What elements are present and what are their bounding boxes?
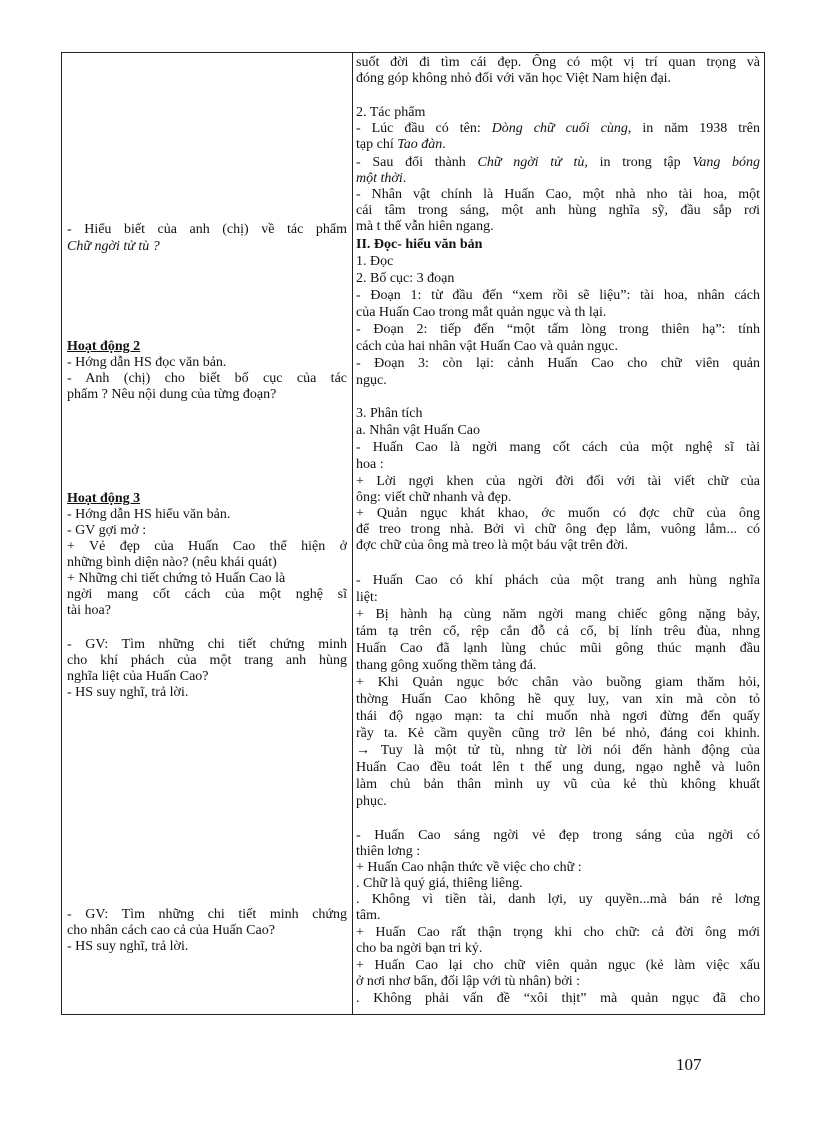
column-divider — [352, 53, 353, 1014]
analysis-line: - Huấn Cao là ngời mang cốt cách của một nghệ sĩ tài — [356, 440, 760, 455]
character-line: + Huấn Cao lại cho chữ viên quản ngục (kẻ làm việc xấu — [356, 958, 760, 973]
activity-3-heading: Hoạt động 3 — [67, 491, 141, 506]
courage-line: thờng Huấn Cao không hề quỵ luỵ, van xin mà còn tỏ — [356, 692, 760, 707]
gv-question-line: nghĩa liệt của Huấn Cao? — [67, 669, 209, 684]
works-line: tạp chí Tao đàn. — [356, 137, 446, 152]
character-line: . Không vì tiền tài, danh lợi, uy quyền...mà bán rẻ lơng — [356, 892, 760, 907]
lesson-table — [61, 52, 765, 1015]
reading-line: - Đoạn 2: tiếp đến “một tấm lòng trong thiên hạ”: tính — [356, 322, 760, 337]
courage-line: rầy ta. Kẻ cầm quyền cũng trở lên bé nhỏ, đáng coi khinh. — [356, 726, 760, 741]
activity-2-line: phẩm ? Nêu nội dung của từng đoạn? — [67, 387, 277, 402]
gv-question-line: - HS suy nghĩ, trả lời. — [67, 939, 189, 954]
reading-line: cách của hai nhân vật Huấn Cao và quản ngục. — [356, 339, 619, 354]
activity-3-line: tài hoa? — [67, 603, 111, 618]
reading-line: 1. Đọc — [356, 254, 394, 269]
works-line: - Sau đổi thành Chữ ngời tử tù, in trong tập Vang bóng — [356, 155, 760, 170]
reading-line: - Đoạn 1: từ đầu đến “xem rồi sẽ liệu”: tài hoa, nhân cách — [356, 288, 760, 303]
activity-2-line: - Hớng dẫn HS đọc văn bản. — [67, 355, 227, 370]
gv-question-line: - HS suy nghĩ, trả lời. — [67, 685, 189, 700]
reading-line: 2. Bố cục: 3 đoạn — [356, 271, 455, 286]
activity-3-line: - GV gợi mở : — [67, 523, 147, 538]
teacher-activity-column — [67, 53, 347, 1014]
analysis-line: để treo trong nhà. Bởi vì chữ ông đẹp lắm, vuông lắm... có — [356, 522, 760, 537]
works-line: mà t thế vẫn hiên ngang. — [356, 219, 494, 234]
conclusion-line: → Tuy là một tử tù, nhng từ lời nói đến hành động của — [356, 743, 760, 758]
analysis-line: a. Nhân vật Huấn Cao — [356, 423, 481, 438]
conclusion-line: làm chủ bản thân mình uy vũ của kẻ thù không khuất — [356, 777, 760, 792]
character-line: + Huấn Cao rất thận trọng khi cho chữ: cả đời ông mới — [356, 925, 760, 940]
conclusion-line: Huấn Cao đều toát lên t thế ung dung, ngạo nghễ và luôn — [356, 760, 760, 775]
question-work-line: Chữ ngời tử tù ? — [67, 239, 160, 254]
character-line: cho ba ngời bạn tri kỷ. — [356, 941, 483, 956]
analysis-line: + Lời ngợi khen của ngời đời đối với tài viết chữ của — [356, 474, 760, 489]
works-line: - Nhân vật chính là Huấn Cao, một nhà nho tài hoa, một — [356, 187, 760, 202]
character-line: ở nơi nhơ bẩn, đối lập với tù nhân) bởi : — [356, 974, 581, 989]
courage-line: thái độ ngạo mạn: ta chỉ muốn nhà ngơi đừng đến quấy — [356, 709, 760, 724]
works-line: - Lúc đầu có tên: Dòng chữ cuối cùng, in năm 1938 trên — [356, 121, 760, 136]
courage-line: tám tạ trên cổ, rệp cắn đỗ cả cổ, bị lính trêu đùa, nhng — [356, 624, 760, 639]
courage-line: - Huấn Cao có khí phách của một trang anh hùng nghĩa — [356, 573, 760, 588]
gv-question-line: cho nhân cách cao cả của Huấn Cao? — [67, 923, 275, 938]
intro-line: suốt đời đi tìm cái đẹp. Ông có một vị trí quan trọng và — [356, 55, 760, 70]
character-line: thiên lơng : — [356, 844, 421, 859]
activity-3-line: + Những chi tiết chứng tỏ Huấn Cao là — [67, 571, 286, 586]
activity-2-line: - Anh (chị) cho biết bố cục của tác — [67, 371, 347, 386]
courage-line: liệt: — [356, 590, 378, 605]
question-work-line: - Hiểu biết của anh (chị) về tác phẩm — [67, 222, 347, 237]
conclusion-line: phục. — [356, 794, 387, 809]
gv-question-line: cho khí phách của một trang anh hùng — [67, 653, 347, 668]
character-line: - Huấn Cao sáng ngời vẻ đẹp trong sáng của ngời có — [356, 828, 760, 843]
reading-line: ngục. — [356, 373, 387, 388]
courage-line: Huấn Cao đã lạnh lùng chúc mũi gông thúc mạnh đầu — [356, 641, 760, 656]
gv-question-line: - GV: Tìm những chi tiết chứng minh — [67, 637, 347, 652]
activity-3-line: - Hớng dẫn HS hiểu văn bản. — [67, 507, 231, 522]
activity-3-line: + Vẻ đẹp của Huấn Cao thể hiện ở — [67, 539, 347, 554]
reading-line: của Huấn Cao trong mắt quản ngục và th lại. — [356, 305, 607, 320]
reading-line: - Đoạn 3: còn lại: cảnh Huấn Cao cho chữ viên quản — [356, 356, 760, 371]
works-heading: 2. Tác phẩm — [356, 105, 426, 120]
courage-line: + Khi Quản ngục bớc chân vào buồng giam thăm hỏi, — [356, 675, 760, 690]
page-number: 107 — [676, 1055, 702, 1074]
analysis-line: ông: viết chữ nhanh và đẹp. — [356, 490, 512, 505]
character-line: tâm. — [356, 908, 381, 923]
works-line: một thời. — [356, 171, 407, 186]
analysis-line: 3. Phân tích — [356, 406, 423, 421]
courage-line: + Bị hành hạ cùng năm ngời mang chiếc gông nặng bảy, — [356, 607, 760, 622]
analysis-line: + Quản ngục khát khao, ớc muốn có đợc chữ của ông — [356, 506, 760, 521]
analysis-line: hoa : — [356, 457, 384, 472]
section-heading: II. Đọc- hiểu văn bản — [356, 237, 483, 252]
analysis-line: đợc chữ của ông mà treo là một báu vật trên đời. — [356, 538, 628, 553]
activity-3-line: ngời mang cốt cách của một nghệ sĩ — [67, 587, 347, 602]
character-line: + Huấn Cao nhận thức về việc cho chữ : — [356, 860, 582, 875]
intro-line: đóng góp không nhỏ đối với văn học Việt Nam hiện đại. — [356, 71, 672, 86]
works-line: cái tâm trong sáng, một anh hùng nghĩa sỹ, đầu sắp rơi — [356, 203, 760, 218]
gv-question-line: - GV: Tìm những chi tiết minh chứng — [67, 907, 347, 922]
activity-2-heading: Hoạt động 2 — [67, 339, 141, 354]
courage-line: thang gông xuống thềm tảng đá. — [356, 658, 537, 673]
character-line: . Không phải vấn đề “xôi thịt” mà quản ngục đã cho — [356, 991, 760, 1006]
activity-3-line: những bình diện nào? (nêu khái quát) — [67, 555, 277, 570]
character-line: . Chữ là quý giá, thiêng liêng. — [356, 876, 523, 891]
arrow-right-icon: → — [356, 743, 370, 758]
content-column — [356, 53, 760, 1014]
